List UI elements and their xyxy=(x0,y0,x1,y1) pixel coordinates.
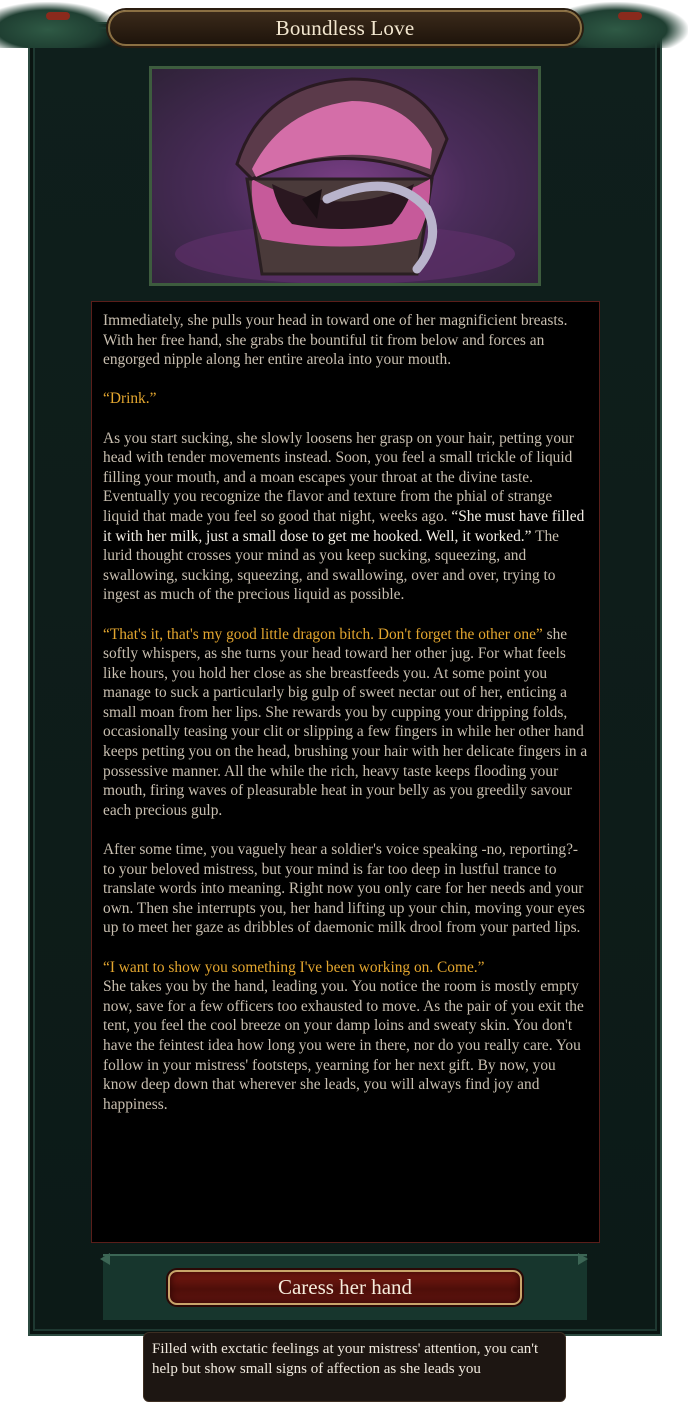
speech-text: “I want to show you something I've been working on. Come.” xyxy=(103,958,485,976)
event-illustration xyxy=(149,66,541,286)
strip-arrow-right-icon xyxy=(578,1253,588,1265)
dragon-ornament-left-icon xyxy=(0,2,120,48)
thought-text: “She must have filled it with her milk, just a small dose to get me hooked. Well, it worked.” xyxy=(103,507,585,545)
paragraph-6 xyxy=(103,958,589,1115)
paragraph-5 xyxy=(103,840,589,938)
dragon-ornament-right-icon xyxy=(568,2,688,48)
speech-text: “Drink.” xyxy=(103,390,157,408)
event-description xyxy=(91,301,600,1243)
event-title-bar xyxy=(108,10,582,46)
narration-text: she softly whispers, as she turns your head toward her other jug. For what feels like hours, you hold her close as she breastfeeds you. At some point you manage to suck a particularly big gulp of sweet nectar out of her, enticing a small moan from her lips. She rewards you by cupping your dripping folds, occasionally teasing your clit or slipping a few fingers in while her other hand keeps petting you on the head, brushing your hair with her delicate fingers in a possessive manner. All the while the rich, heavy taste keeps flooding your mouth, firing waves of pleasurable heat in your belly as you greedily savour each precious gulp. xyxy=(103,625,588,819)
narration-text: The lurid thought crosses your mind as you keep sucking, squeezing, and swallowing, sucking, squeezing, and swallowing, over and over, trying to ingest as much of the precious liquid as possible. xyxy=(103,527,559,604)
choice-button-caress-her-hand[interactable] xyxy=(168,1270,522,1305)
choice-button-label: Caress her hand xyxy=(277,1275,413,1299)
choice-tooltip-text: Filled with exctatic feelings at your mistress' attention, you can't help but show small signs of affection as she leads you xyxy=(152,1341,539,1377)
choice-tooltip xyxy=(143,1332,566,1402)
narration-text: Immediately, she pulls your head in toward one of her magnificient breasts. With her free hand, she grabs the bountiful tit from below and forces an engorged nipple along her entire areola into your mouth. xyxy=(103,312,568,369)
speech-text: “That's it, that's my good little dragon bitch. Don't forget the other one” xyxy=(103,625,547,643)
paragraph-1 xyxy=(103,311,589,370)
narration-text: After some time, you vaguely hear a soldier's voice speaking -no, reporting?- to your beloved mistress, but your mind is far too deep in lustful trance to translate words into meaning. Right now you only care for her needs and your own. Then she interrupts you, her hand lifting up your chin, moving your eyes up to meet her gaze as dribbles of daemonic milk drool from your parted lips. xyxy=(103,841,585,937)
paragraph-2 xyxy=(103,389,589,409)
strip-arrow-left-icon xyxy=(100,1253,110,1265)
event-title: Boundless Love xyxy=(275,15,415,40)
mimic-chest-icon xyxy=(152,69,538,283)
paragraph-4 xyxy=(103,625,589,821)
paragraph-3 xyxy=(103,429,589,605)
narration-text: As you start sucking, she slowly loosens her grasp on your hair, petting your head with tender movements instead. Soon, you feel a small trickle of liquid filling your mouth, and a moan escapes your throat at the divine taste. Eventually you recognize the flavor and texture from the phial of strange liquid that made you feel so good that night, weeks ago. xyxy=(103,429,574,525)
narration-text: She takes you by the hand, leading you. You notice the room is mostly empty now, save for a few officers too exhausted to move. As the pair of you exit the tent, you feel the cool breeze on your damp loins and sweaty skin. You don't have the feintest idea how long you were in there, nor do you really care. You follow in your mistress' footsteps, yearning for her next gift. By now, you know deep down that wherever she leads, you will always find joy and happiness. xyxy=(103,978,584,1113)
